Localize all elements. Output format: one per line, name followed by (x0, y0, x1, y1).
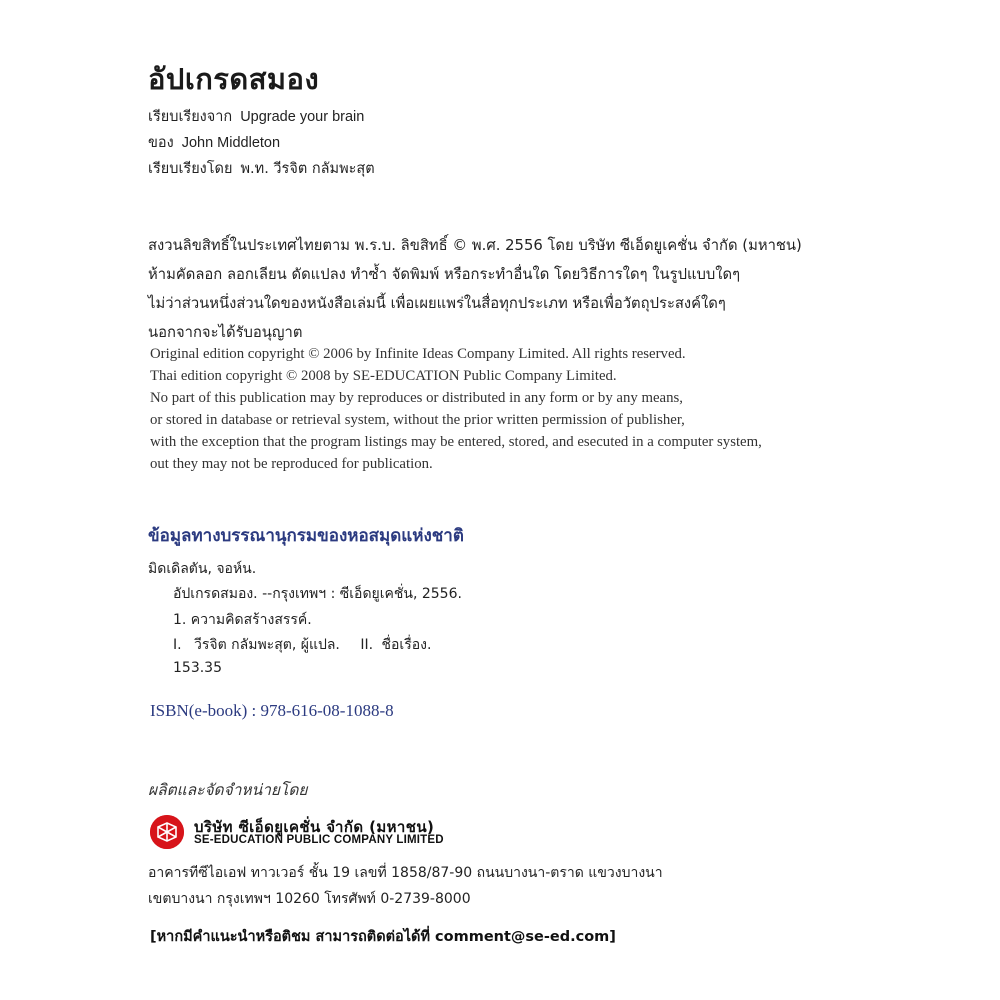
cip-added-entry-1: วีรจิต กลัมพะสุต, ผู้แปล. (194, 637, 340, 653)
se-ed-logo-icon (150, 815, 184, 849)
contact-line: [หากมีคำแนะนำหรือติชม สามารถติดต่อได้ที่ comment@se-ed.com] (150, 929, 616, 945)
cip-added-entries (173, 634, 431, 656)
publisher-name-thai: บริษัท ซีเอ็ดยูเคชั่น จำกัด (มหาชน) (194, 818, 435, 836)
publisher-name-english: SE-EDUCATION PUBLIC COMPANY LIMITED (194, 834, 444, 846)
cip-added-entry-2-number: II. (360, 637, 374, 653)
copyright-english-line: No part of this publication may by reproduces or distributed in any form or by any means, (150, 390, 683, 406)
copyright-english-line: out they may not be reproduced for publication. (150, 456, 433, 472)
publisher-address-line: เขตบางนา กรุงเทพฯ 10260 โทรศัพท์ 0-2739-8000 (148, 891, 471, 907)
cip-class-number: 153.35 (173, 660, 222, 676)
copyright-english-line: or stored in database or retrieval system, without the prior written permission of publisher, (150, 412, 685, 428)
logo-mark-icon (150, 815, 184, 849)
adapted-from-line (148, 105, 364, 128)
isbn: ISBN(e-book) : 978-616-08-1088-8 (150, 701, 394, 720)
copyright-thai-line: ห้ามคัดลอก ลอกเลียน ดัดแปลง ทำซ้ำ จัดพิมพ์ หรือกระทำอื่นใด โดยวิธีการใดๆ ในรูปแบบใดๆ (148, 266, 741, 283)
author-line (148, 131, 280, 154)
author-name: John Middleton (181, 135, 281, 151)
publisher-address-line: อาคารทีซีไอเอฟ ทาวเวอร์ ชั้น 19 เลขที่ 1858/87-90 ถนนบางนา-ตราด แขวงบางนา (148, 865, 663, 881)
cip-heading: ข้อมูลทางบรรณานุกรมของหอสมุดแห่งชาติ (148, 526, 464, 546)
book-title: อัปเกรดสมอง (148, 62, 320, 96)
editor-name: พ.ท. วีรจิต กลัมพะสุต (240, 161, 375, 177)
cip-title-entry: อัปเกรดสมอง. --กรุงเทพฯ : ซีเอ็ดยูเคชั่น, 2556. (173, 586, 462, 602)
original-title: Upgrade your brain (240, 109, 365, 125)
cip-added-entry-1-number: I. (173, 637, 182, 653)
producer-label: ผลิตและจัดจำหน่ายโดย (148, 781, 308, 799)
editor-label: เรียบเรียงโดย (148, 161, 233, 177)
adapted-from-label: เรียบเรียงจาก (148, 109, 233, 125)
copyright-thai-line: นอกจากจะได้รับอนุญาต (148, 324, 303, 341)
cip-author-entry: มิดเดิลตัน, จอห์น. (148, 561, 257, 577)
copyright-thai-line: สงวนลิขสิทธิ์ในประเทศไทยตาม พ.ร.บ. ลิขสิทธิ์ © พ.ศ. 2556 โดย บริษัท ซีเอ็ดยูเคชั่น จำกัด (มหาชน) (148, 237, 802, 254)
copyright-thai-line: ไม่ว่าส่วนหนึ่งส่วนใดของหนังสือเล่มนี้ เพื่อเผยแพร่ในสื่อทุกประเภท หรือเพื่อวัตถุประสงค์ใดๆ (148, 295, 726, 312)
cip-added-entry-2: ชื่อเรื่อง. (381, 637, 432, 653)
editor-line (148, 157, 375, 180)
copyright-english-line: with the exception that the program listings may be entered, stored, and esecuted in a computer system, (150, 434, 762, 450)
author-label: ของ (148, 135, 174, 151)
cip-subject-entry: 1. ความคิดสร้างสรรค์. (173, 612, 312, 628)
copyright-english-line: Thai edition copyright © 2008 by SE-EDUCATION Public Company Limited. (150, 368, 617, 384)
copyright-english-line: Original edition copyright © 2006 by Infinite Ideas Company Limited. All rights reserved. (150, 346, 686, 362)
